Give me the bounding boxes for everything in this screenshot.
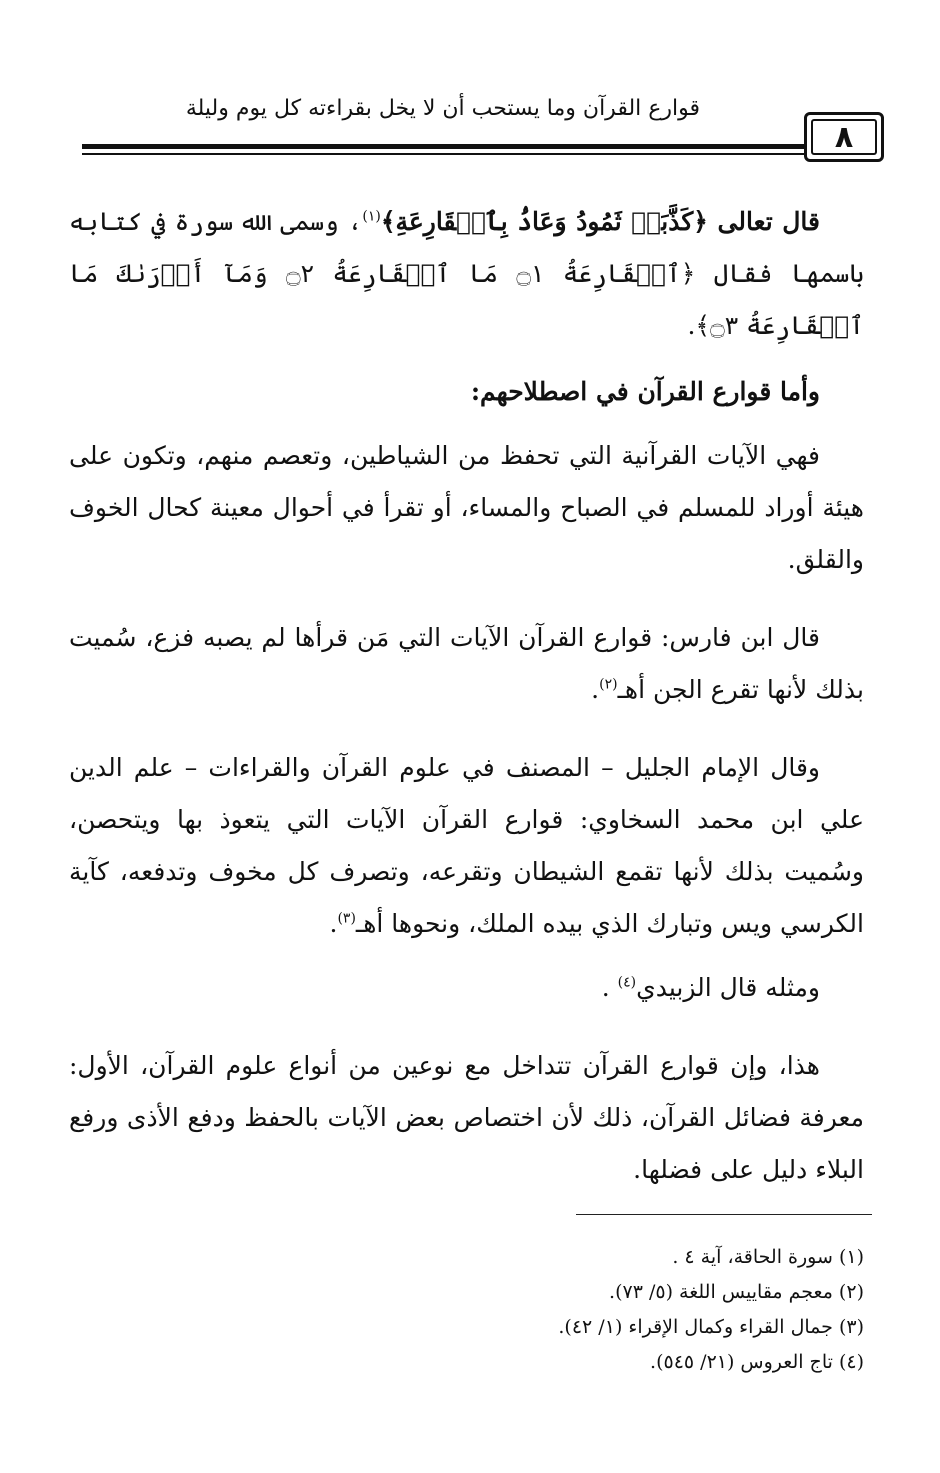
section-heading: وأما قوارع القرآن في اصطلاحهم: bbox=[470, 377, 820, 406]
paragraph-text: وقال الإمام الجليل – المصنف في علوم القرآن والقراءات – علم الدين علي ابن محمد السخاوي: قوارع القرآن الآيات التي يتعوذ بها ويتحصن، وسُميت بذلك لأنها تقمع الشيطان وتقرعه، وتصرف كل مخوف وتدفعه، كآية الكرسي ويس وتبارك الذي بيده الملك، ونحوها أهـ bbox=[69, 753, 864, 938]
header-rule-thin bbox=[82, 153, 804, 155]
footnote-4: (٤) تاج العروس (٢١/ ٥٤٥). bbox=[650, 1351, 864, 1373]
page-number-badge bbox=[804, 112, 884, 162]
paragraph-text: ومثله قال الزبيدي bbox=[636, 973, 820, 1002]
footnote-separator bbox=[576, 1214, 872, 1215]
footnote-ref-4: (٤) bbox=[617, 974, 637, 991]
verse-text: قال تعالى ﴿كَذَّبَتۡ ثَمُودُ وَعَادُۢ بِٱلۡقَارِعَةِ﴾ bbox=[380, 207, 820, 236]
paragraph-conclusion: هذا، وإن قوارع القرآن تتداخل مع نوعين من أنواع علوم القرآن، الأول: معرفة فضائل القرآن، ذلك لأن اختصاص بعض الآيات بالحفظ ودفع الأذى ورفع البلاء دليل على فضلها. bbox=[69, 1051, 864, 1184]
footnote-1: (١) سورة الحاقة، آية ٤ . bbox=[672, 1246, 864, 1268]
footnote-3: (٣) جمال القراء وكمال الإقراء (١/ ٤٢). bbox=[558, 1316, 864, 1338]
footnotes bbox=[264, 1240, 864, 1380]
footnote-ref-1: (١) bbox=[362, 208, 381, 225]
header-rule-thick bbox=[82, 144, 804, 149]
paragraph-sakhawi bbox=[69, 742, 864, 950]
paragraph-text: قال ابن فارس: قوارع القرآن الآيات التي مَن قرأها لم يصبه فزع، سُميت بذلك لأنها تقرع الجن أهـ bbox=[69, 623, 864, 704]
page-number: ٨ bbox=[834, 119, 854, 155]
footnote-ref-3: (٣) bbox=[337, 910, 356, 927]
paragraph-definition: فهي الآيات القرآنية التي تحفظ من الشياطين، وتعصم منهم، وتكون على هيئة أوراد للمسلم في الصباح والمساء، أو تقرأ في أحوال معينة كحال الخوف والقلق. bbox=[69, 441, 864, 574]
running-header-title: قوارع القرآن وما يستحب أن لا يخل بقراءته كل يوم وليلة bbox=[185, 96, 700, 121]
paragraph-zabidi bbox=[69, 962, 864, 1014]
footnote-ref-2: (٢) bbox=[599, 676, 618, 693]
paragraph-qaria-verse bbox=[69, 196, 864, 352]
paragraph-text: ، وسمى الله سورة في كتابه باسمها فقال ﴿ٱلۡقَارِعَةُ ۝١ مَا ٱلۡقَارِعَةُ ۝٢ وَمَآ أَدۡرَىٰكَ مَا ٱلۡقَارِعَةُ ۝٣﴾. bbox=[69, 207, 864, 340]
paragraph-ibn-faris bbox=[69, 612, 864, 716]
paragraph-text: . bbox=[329, 909, 338, 938]
footnote-2: (٢) معجم مقاييس اللغة (٥/ ٧٣). bbox=[609, 1281, 864, 1303]
paragraph-text: . bbox=[601, 973, 618, 1002]
paragraph-text: . bbox=[591, 675, 600, 704]
main-text bbox=[69, 196, 864, 1196]
